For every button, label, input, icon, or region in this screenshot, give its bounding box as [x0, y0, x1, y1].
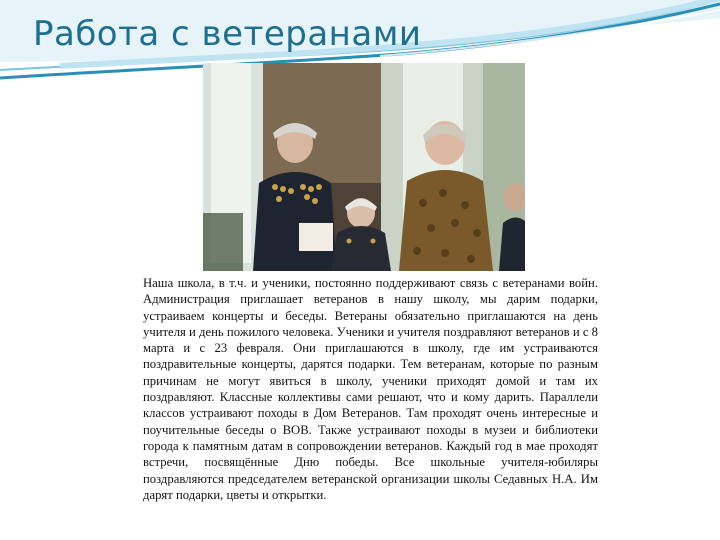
veterans-photo — [203, 63, 525, 271]
slide-title: Работа с ветеранами — [33, 14, 422, 54]
article-text-block — [140, 272, 600, 520]
article-paragraph: Наша школа, в т.ч. и ученики, постоянно поддерживают связь с ветеранами войн. Администрация приглашает ветеранов в нашу школу, мы дарим подарки, устраиваем концерты и беседы. Ветераны обязательно приглашаются на день учителя и день пожилого человека. Ученики и учителя поздравляют ветеранов и с 8 марта и с 23 февраля. Они приглашаются в школу, где им устраиваются поздравительные концерты, дарятся подарки. Тем ветеранам, которые по разным причинам не могут явиться в школу, ученики приходят домой и там их поздравляют. Классные коллективы сами решают, что и кому дарить. Параллели классов устраивают походы в Дом Ветеранов. Там проходят очень интересные и поучительные беседы о ВОВ. Также устраивают походы в музеи и библиотеки города к памятным датам в сопровождении ветеранов. Каждый год в мае проходят встречи, посвящённые Дню победы. Все школьные учителя-юбиляры поздравляются председателем ветеранской организации школы Седавных Н.А. Им дарят подарки, цветы и открытки. — [143, 276, 598, 502]
